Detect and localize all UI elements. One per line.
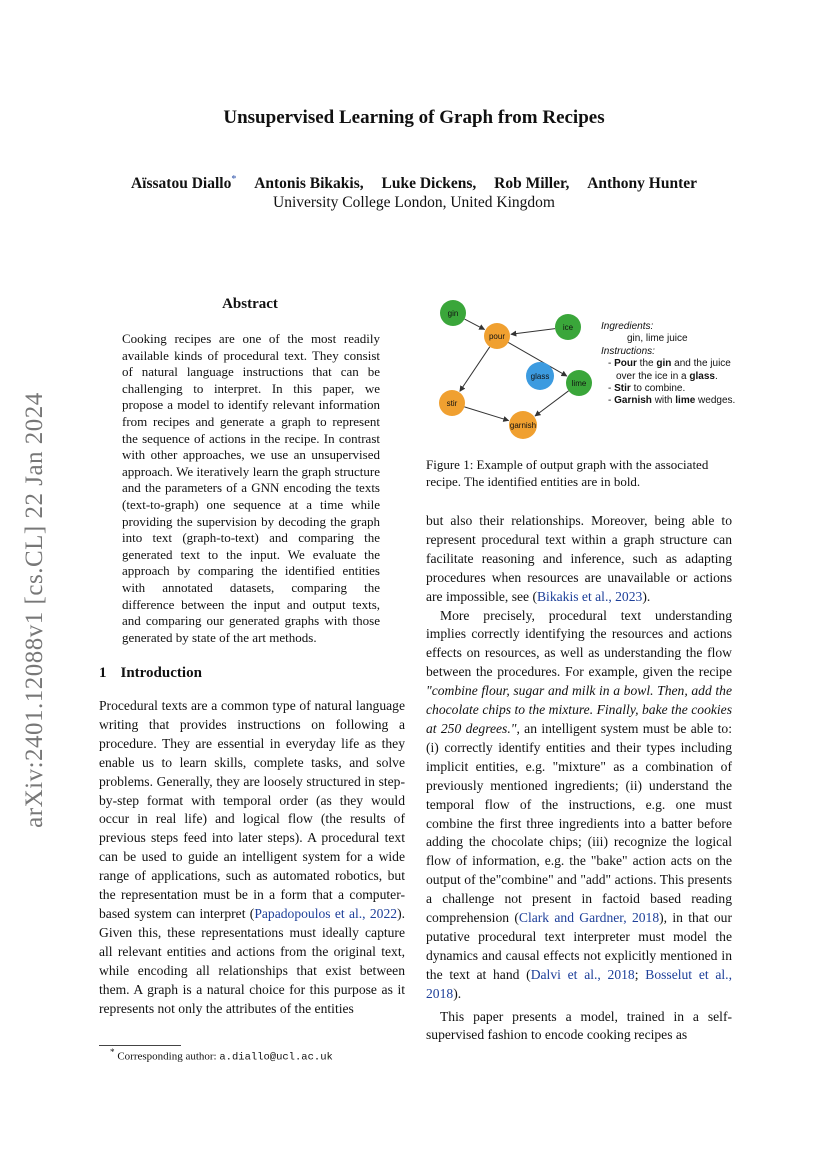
text-run: but also their relationships. Moreover, being able to represent procedural text within a graph structure can facilitate reasoning and inference, such as adapting procedures when resources are unavailable or actions are impossible, see (: [426, 513, 732, 604]
ingredients-list: gin, lime juice: [627, 333, 688, 345]
paragraph: [426, 1008, 732, 1046]
step-text: .: [714, 370, 718, 382]
graph-edge: [511, 329, 555, 335]
author-name: Aïssatou Diallo: [130, 175, 232, 193]
graph-node-label: garnish: [509, 421, 537, 430]
author-name: Anthony Hunter: [587, 175, 698, 193]
text-run: , an intelligent system must be able to: (i) correctly identify entities and their types including implicit entities, e.g. "mixture" as a combination of previously mentioned ingredients; (ii) understand the temporal flow of the instructions, e.g. one must combine the first three ingredients into a batter before adding the chocolate chips; (iii) recognize the logical flow of information, e.g. the "bake" action acts on the output of the"combine" and "add" actions. This presents a challenge not present in factoid based reading comprehension (: [426, 720, 732, 926]
author-name: Rob Miller,: [494, 175, 570, 193]
text-run: More precisely, procedural text understanding implies correctly identifying the resources and actions effects on resources, as well as understanding the flow between the procedures. For example, given the recipe: [426, 607, 732, 680]
step-bullet: -: [608, 358, 612, 370]
author-name: Antonis Bikakis,: [254, 175, 364, 193]
section-title: Introduction: [120, 665, 202, 681]
citation-link[interactable]: Dalvi et al., 2018: [530, 966, 635, 982]
entity-bold: Garnish: [614, 395, 652, 407]
arxiv-stamp-text: arXiv:2401.12088v1 [cs.CL] 22 Jan 2024: [21, 392, 48, 828]
text-run: This paper presents a model, trained in a self-supervised fashion to encode cooking recipes as: [426, 1008, 732, 1043]
footnote: [110, 1047, 333, 1064]
author: [254, 175, 363, 193]
step-text: with: [651, 395, 676, 407]
paper-title: Unsupervised Learning of Graph from Recipes: [223, 107, 605, 128]
graph-node-label: stir: [446, 399, 458, 408]
author-name: Luke Dickens,: [381, 175, 477, 193]
abstract-heading: Abstract: [222, 296, 278, 312]
right-column-text: [426, 512, 732, 1045]
step-bullet: -: [608, 395, 612, 407]
entity-bold: glass: [689, 370, 715, 382]
footnote-mark: *: [110, 1047, 115, 1057]
paragraph: [426, 607, 732, 1004]
footnote-text: Corresponding author:: [117, 1050, 220, 1063]
author: [587, 175, 697, 193]
graph-edge: [535, 391, 569, 416]
text-run: ).: [642, 588, 651, 604]
author: [494, 175, 569, 193]
instruction-step: [601, 383, 741, 395]
text-run: ;: [634, 966, 646, 982]
paragraph: [426, 512, 732, 607]
ingredients-heading: Ingredients:: [601, 321, 654, 332]
text-run: ).: [453, 985, 462, 1001]
section-number: 1: [99, 665, 107, 681]
graph-diagram: [426, 298, 601, 443]
abstract-text: Cooking recipes are one of the most readily available kinds of procedural text. They consist of natural language instructions that can be challenging to interpret. In this paper, we propose a model to identify relevant information from recipes and generate a graph to represent the sequence of actions in the recipe. In contrast with other approaches, we use an unsupervised approach. We iteratively learn the graph structure and the parameters of a GNN encoding the texts (text-to-graph) one sequence at a time while providing the supervision by decoding the graph into text (graph-to-text) and comparing the generated text to the input. We evaluate the approach by comparing the identified entities with annotated datasets, comparing the difference between the input and output texts, and comparing our generated graphs with those generated by state of the art methods.: [122, 331, 380, 645]
step-bullet: -: [608, 383, 612, 395]
step-text: wedges.: [695, 395, 736, 407]
step-text: and the juice over the ice in a: [616, 358, 731, 382]
step-text: the: [636, 358, 657, 370]
author: [131, 174, 236, 193]
section-heading: [99, 665, 202, 682]
affiliation: University College London, United Kingdom: [273, 194, 555, 211]
graph-node-label: pour: [488, 332, 506, 341]
instructions-heading: Instructions:: [601, 345, 655, 357]
graph-node-label: glass: [530, 372, 550, 381]
example-quote: "combine flour, sugar and milk in a bowl. Then, add the chocolate chips to the mixture. Finally, bake the cookies at 250 degrees.": [426, 683, 732, 736]
entity-bold: lime: [675, 395, 696, 407]
footnote-email[interactable]: a.diallo@ucl.ac.uk: [219, 1051, 333, 1064]
footnote-rule: [99, 1045, 181, 1046]
intro-paragraph: [99, 697, 405, 1018]
text-run: ), in that our putative procedural text interpreter must model the dynamics and causal effects not explicitly mentioned in the text at hand (: [426, 910, 732, 982]
text-run: ). Given this, these representations must ideally capture all relevant entities and actions from the original text, while encoding all relationships that exist between them. A graph is a natural choice for this purpose as it represents not only the attributes of the entities: [99, 905, 405, 1016]
step-text: to combine.: [630, 383, 686, 395]
recipe-box: [601, 321, 741, 408]
arxiv-stamp: [10, 370, 60, 850]
graph-node-label: lime: [571, 379, 587, 388]
instruction-step: [601, 395, 741, 407]
graph-edge: [464, 407, 508, 421]
entity-bold: Stir: [614, 383, 631, 395]
graph-edge: [465, 319, 485, 329]
graph-edge: [460, 347, 490, 392]
graph-node-label: ice: [562, 323, 574, 332]
citation-link[interactable]: Bikakis et al., 2023: [536, 588, 643, 604]
instruction-step: [601, 358, 741, 383]
citation-link[interactable]: Clark and Gardner, 2018: [518, 910, 660, 926]
author-footnote-mark[interactable]: *: [231, 174, 237, 185]
citation-link[interactable]: Papadopoulos et al., 2022: [254, 905, 398, 921]
graph-node-label: gin: [447, 309, 459, 318]
entity-bold: Pour: [614, 358, 637, 370]
entity-bold: gin: [656, 358, 672, 370]
author: [382, 175, 477, 193]
citation-link[interactable]: Bosselut et al., 2018: [426, 966, 732, 1001]
author-list: [0, 174, 828, 193]
text-run: Procedural texts are a common type of natural language writing that provides instructions on following a procedure. They are essential in everyday life as they enable us to learn skills, complete tasks, and solve problems. Generally, they are loosely structured in step-by-step format with temporal order (as they would occur in real life) and logical flow (the results of previous steps feed into later steps). A procedural text can be used to guide an intelligent system for a wide range of applications, such as automated robotics, but the representation must be in a form that a computer-based system can interpret (: [99, 698, 405, 921]
figure-caption: Figure 1: Example of output graph with the associated recipe. The identified entities are in bold.: [426, 457, 709, 489]
